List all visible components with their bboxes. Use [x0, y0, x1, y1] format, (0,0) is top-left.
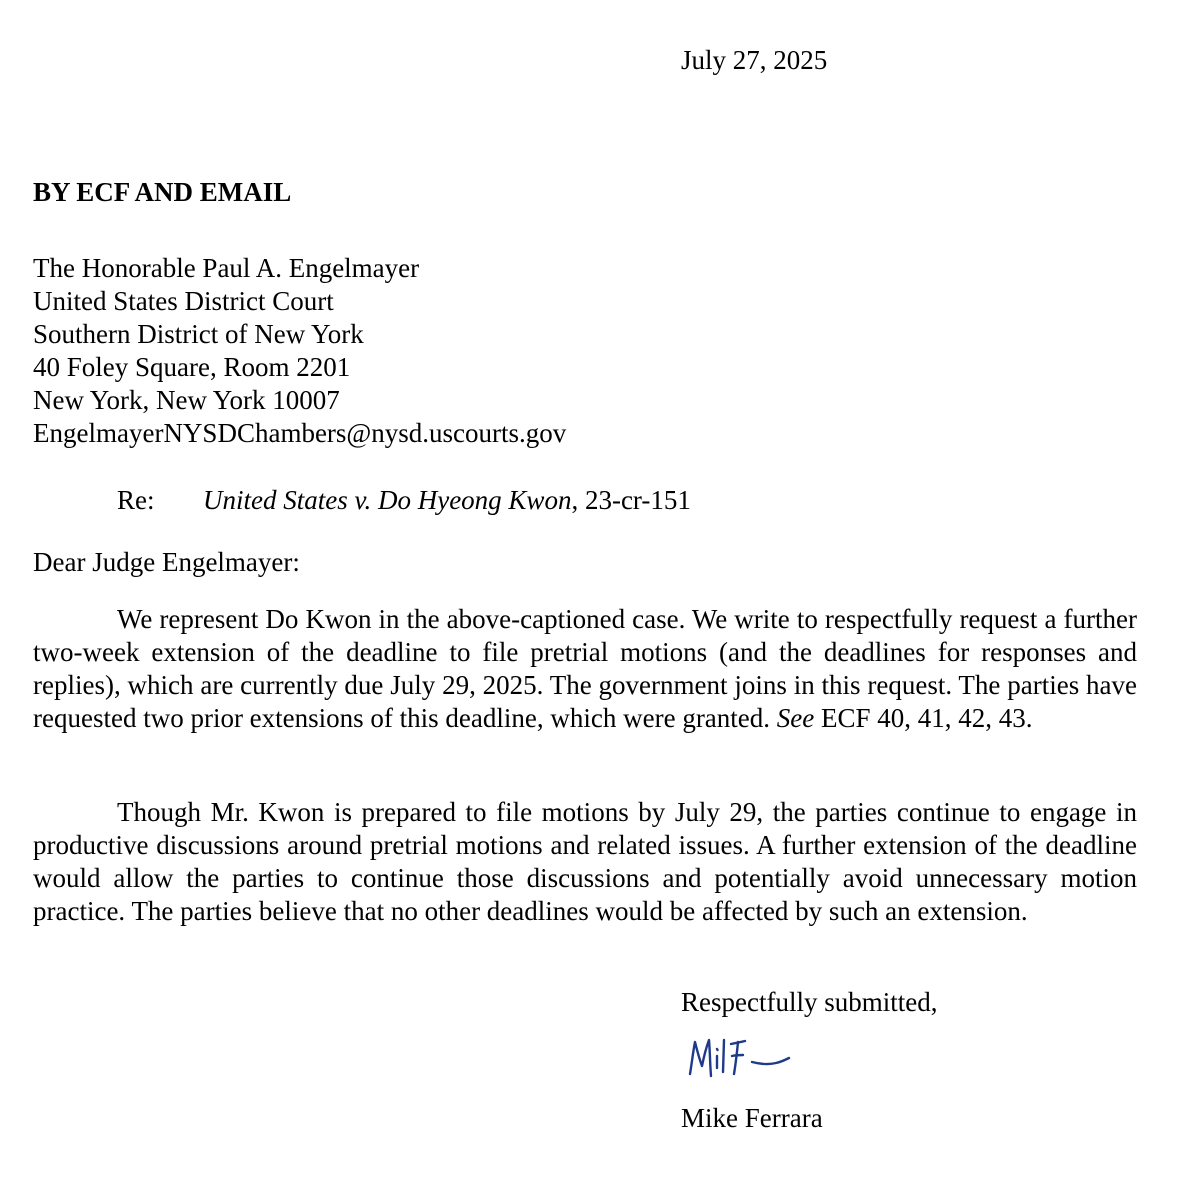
recipient-line: New York, New York 10007: [33, 385, 340, 415]
recipient-line: 40 Foley Square, Room 2201: [33, 352, 351, 382]
paragraph-2-text: Though Mr. Kwon is prepared to file motions by July 29, the parties continue to engage in productive discussions around pretrial motions and related issues. A further extension of the deadline would allow the parties to continue those discussions and potentially avoid unnecessary motion practice. The parties believe that no other deadlines would be affected by such an extension.: [33, 797, 1137, 926]
closing: Respectfully submitted,: [681, 987, 938, 1017]
paragraph-1-citation: ECF 40, 41, 42, 43.: [814, 703, 1033, 733]
salutation: Dear Judge Engelmayer:: [33, 547, 300, 577]
recipient-address: [33, 252, 566, 450]
signer-name: Mike Ferrara: [681, 1103, 823, 1133]
body-paragraph-1: [33, 603, 1137, 735]
delivery-method: BY ECF AND EMAIL: [33, 177, 292, 207]
see-signal: See: [776, 703, 815, 733]
body-paragraph-2: [33, 796, 1137, 928]
letter-date: July 27, 2025: [681, 45, 828, 75]
re-docket: , 23-cr-151: [571, 485, 691, 515]
re-label: Re:: [117, 485, 155, 515]
re-line: [117, 484, 691, 516]
paragraph-1-text: We represent Do Kwon in the above-captioned case. We write to respectfully request a further two-week extension of the deadline to file pretrial motions (and the deadlines for responses and replies), which are currently due July 29, 2025. The government joins in this request. The parties have requested two prior extensions of this deadline, which were granted.: [33, 604, 1137, 733]
recipient-line: Southern District of New York: [33, 319, 364, 349]
handwritten-signature-icon: [686, 1034, 796, 1084]
re-case-name: United States v. Do Hyeong Kwon: [203, 485, 572, 515]
recipient-line: The Honorable Paul A. Engelmayer: [33, 253, 420, 283]
recipient-email: EngelmayerNYSDChambers@nysd.uscourts.gov: [33, 418, 567, 448]
recipient-line: United States District Court: [33, 286, 334, 316]
